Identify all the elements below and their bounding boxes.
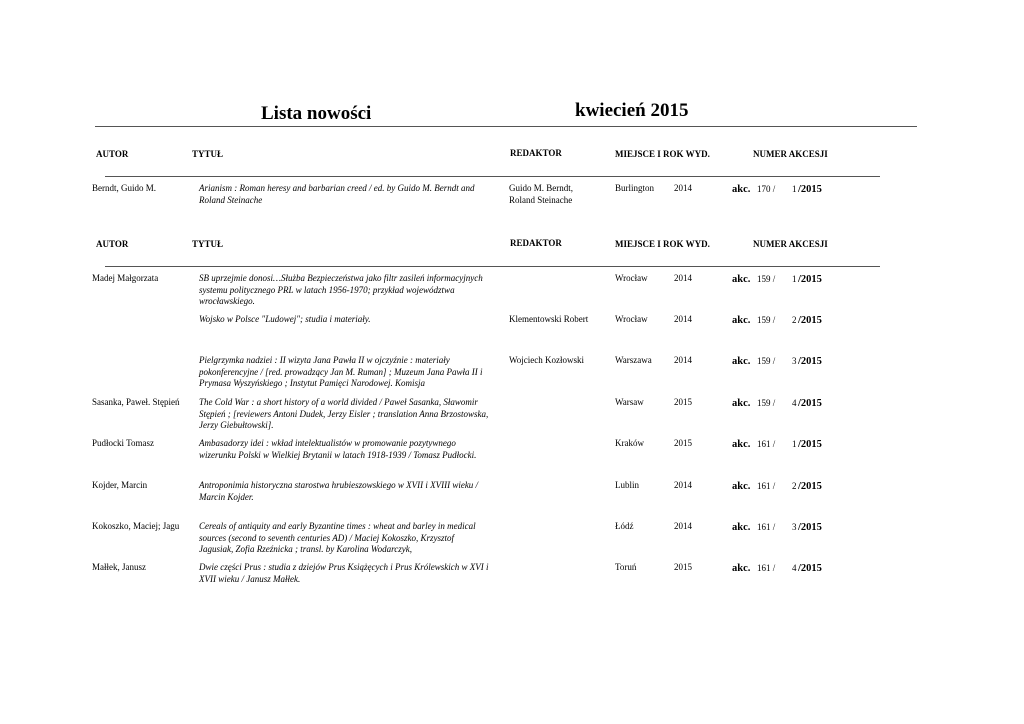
accession-sequence: 3 bbox=[792, 356, 797, 366]
header-editor: REDAKTOR bbox=[510, 148, 562, 158]
akc-label: akc. bbox=[732, 522, 751, 533]
akc-label: akc. bbox=[732, 398, 751, 409]
year-cell: 2015 bbox=[674, 562, 692, 572]
accession-year: /2015 bbox=[798, 184, 822, 195]
header-editor: REDAKTOR bbox=[510, 238, 562, 248]
accession-year: /2015 bbox=[798, 563, 822, 574]
accession-year: /2015 bbox=[798, 356, 822, 367]
year-cell: 2014 bbox=[674, 480, 692, 490]
akc-label: akc. bbox=[732, 563, 751, 574]
accession-number: 161 / bbox=[757, 439, 776, 449]
accession-year: /2015 bbox=[798, 315, 822, 326]
accession-number: 161 / bbox=[757, 563, 776, 573]
accession-sequence: 4 bbox=[792, 563, 797, 573]
author-cell: Pudłocki Tomasz bbox=[92, 438, 154, 448]
title-cell: Cereals of antiquity and early Byzantine times : wheat and barley in medical sources (second to seventh centuries AD) / Maciej Kokoszko, Krzysztof Jagusiak, Zofia Rzeźnicka ; transl. by Karolina Wodarczyk, bbox=[199, 521, 476, 554]
place-cell: Lublin bbox=[615, 480, 639, 490]
year-cell: 2014 bbox=[674, 273, 692, 283]
title-cell: SB uprzejmie donosi…Służba Bezpieczeństwa jako filtr zasileń informacyjnych systemu politycznego PRL w latach 1956-1970; przykład województwa wrocławskiego. bbox=[199, 273, 483, 306]
year-cell: 2014 bbox=[674, 355, 692, 365]
editor-cell: Guido M. Berndt, Roland Steinache bbox=[509, 183, 573, 205]
accession-number: 159 / bbox=[757, 315, 776, 325]
header-accession: NUMER AKCESJI bbox=[753, 149, 828, 159]
author-cell: Małłek, Janusz bbox=[92, 562, 146, 572]
header-place-year: MIEJSCE I ROK WYD. bbox=[615, 149, 710, 159]
accession-sequence: 3 bbox=[792, 522, 797, 532]
akc-label: akc. bbox=[732, 439, 751, 450]
place-cell: Wrocław bbox=[615, 273, 648, 283]
accession-sequence: 2 bbox=[792, 315, 797, 325]
accession-year: /2015 bbox=[798, 274, 822, 285]
place-cell: Kraków bbox=[615, 438, 644, 448]
akc-label: akc. bbox=[732, 315, 751, 326]
accession-sequence: 1 bbox=[792, 274, 797, 284]
author-cell: Kokoszko, Maciej; Jagu bbox=[92, 521, 180, 531]
title-cell: Arianism : Roman heresy and barbarian creed / ed. by Guido M. Berndt and Roland Steinache bbox=[199, 183, 475, 205]
author-cell: Sasanka, Paweł. Stępień bbox=[92, 397, 180, 407]
place-cell: Warsaw bbox=[615, 397, 644, 407]
place-cell: Wrocław bbox=[615, 314, 648, 324]
accession-number: 159 / bbox=[757, 274, 776, 284]
accession-number: 161 / bbox=[757, 481, 776, 491]
author-cell: Kojder, Marcin bbox=[92, 480, 148, 490]
accession-number: 161 / bbox=[757, 522, 776, 532]
title-rule bbox=[95, 126, 917, 127]
editor-cell: Klementowski Robert bbox=[509, 314, 589, 324]
accession-number: 159 / bbox=[757, 398, 776, 408]
akc-label: akc. bbox=[732, 274, 751, 285]
author-cell: Madej Małgorzata bbox=[92, 273, 159, 283]
author-cell: Berndt, Guido M. bbox=[92, 183, 156, 193]
title-cell: Dwie części Prus : studia z dziejów Prus Książęcych i Prus Królewskich w XVI i XVII wieku / Janusz Małłek. bbox=[199, 562, 489, 584]
title-cell: The Cold War : a short history of a world divided / Paweł Sasanka, Sławomir Stępień ; [reviewers Antoni Dudek, Jerzy Eisler ; translation Anna Brzostowska, Jerzy Giebułtowski]. bbox=[199, 397, 489, 430]
year-cell: 2014 bbox=[674, 314, 692, 324]
place-cell: Burlington bbox=[615, 183, 655, 193]
header-author: AUTOR bbox=[96, 239, 129, 249]
year-cell: 2014 bbox=[674, 521, 692, 531]
header-title: TYTUŁ bbox=[192, 239, 224, 249]
place-cell: Toruń bbox=[615, 562, 637, 572]
year-cell: 2014 bbox=[674, 183, 692, 193]
accession-sequence: 1 bbox=[792, 184, 797, 194]
accession-year: /2015 bbox=[798, 481, 822, 492]
accession-year: /2015 bbox=[798, 398, 822, 409]
accession-year: /2015 bbox=[798, 522, 822, 533]
title-cell: Pielgrzymka nadziei : II wizyta Jana Pawła II w ojczyźnie : materiały pokonferencyjne / [red. prowadzący Jan M. Ruman] ; Muzeum Jana Pawła II i Prymasa Wyszyńskiego ; Instytut Pamięci Narodowej. Komisja bbox=[199, 355, 483, 388]
akc-label: akc. bbox=[732, 356, 751, 367]
akc-label: akc. bbox=[732, 184, 751, 195]
accession-sequence: 2 bbox=[792, 481, 797, 491]
year-cell: 2015 bbox=[674, 438, 692, 448]
accession-number: 159 / bbox=[757, 356, 776, 366]
title-cell: Wojsko w Polsce "Ludowej"; studia i materiały. bbox=[199, 314, 371, 324]
editor-cell: Wojciech Kozłowski bbox=[509, 355, 585, 365]
year-cell: 2015 bbox=[674, 397, 692, 407]
place-cell: Łódź bbox=[615, 521, 634, 531]
page-period: kwiecień 2015 bbox=[575, 100, 689, 121]
header-author: AUTOR bbox=[96, 149, 129, 159]
accession-number: 170 / bbox=[757, 184, 776, 194]
header-place-year: MIEJSCE I ROK WYD. bbox=[615, 239, 710, 249]
header-title: TYTUŁ bbox=[192, 149, 224, 159]
header-accession: NUMER AKCESJI bbox=[753, 239, 828, 249]
place-cell: Warszawa bbox=[615, 355, 652, 365]
accession-sequence: 4 bbox=[792, 398, 797, 408]
title-cell: Ambasadorzy idei : wkład intelektualistów w promowanie pozytywnego wizerunku Polski w Wielkiej Brytanii w latach 1918-1939 / Tomasz Pudłocki. bbox=[199, 438, 477, 460]
accession-sequence: 1 bbox=[792, 439, 797, 449]
akc-label: akc. bbox=[732, 481, 751, 492]
header-rule-1 bbox=[105, 176, 880, 177]
title-cell: Antroponimia historyczna starostwa hrubieszowskiego w XVII i XVIII wieku / Marcin Kojder. bbox=[199, 480, 479, 502]
page-title: Lista nowości bbox=[261, 103, 372, 124]
header-rule-2 bbox=[105, 266, 880, 267]
accession-year: /2015 bbox=[798, 439, 822, 450]
